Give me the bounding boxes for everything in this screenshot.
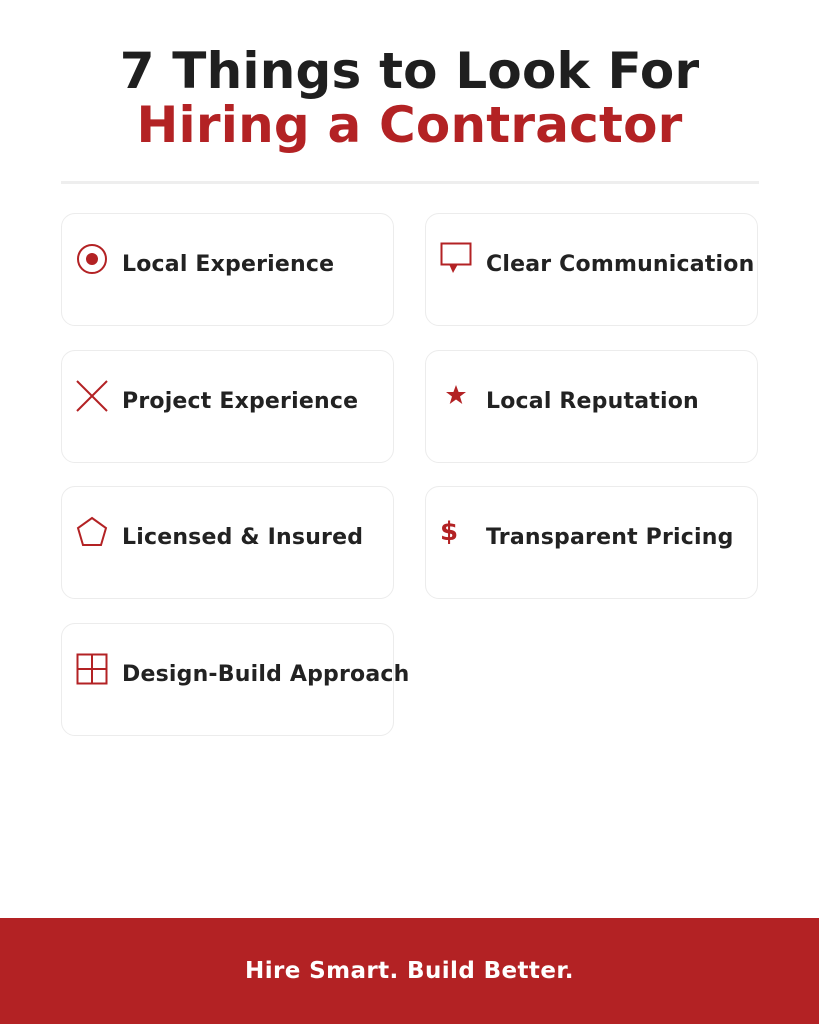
card-label: Project Experience xyxy=(122,389,359,414)
card-label: Licensed & Insured xyxy=(122,525,364,550)
card-clear-communication xyxy=(425,213,758,326)
card-label: Transparent Pricing xyxy=(486,525,734,550)
card-local-experience xyxy=(61,213,394,326)
title-line-2: Hiring a Contractor xyxy=(136,96,683,154)
pentagon-icon xyxy=(76,516,108,548)
divider xyxy=(61,181,759,184)
cross-icon xyxy=(76,380,108,412)
title-line-1: 7 Things to Look For xyxy=(119,42,700,100)
card-label: Design-Build Approach xyxy=(122,662,410,687)
card-label: Clear Communication xyxy=(486,252,755,277)
target-icon xyxy=(76,243,108,275)
star-icon xyxy=(440,379,472,411)
card-transparent-pricing xyxy=(425,486,758,599)
speech-bubble-icon xyxy=(440,243,472,275)
card-design-build-approach xyxy=(61,623,410,736)
card-licensed-insured xyxy=(61,486,394,599)
footer-banner xyxy=(0,918,819,1024)
card-project-experience xyxy=(61,350,394,463)
dollar-icon xyxy=(440,516,472,548)
card-label: Local Experience xyxy=(122,252,335,277)
grid-icon xyxy=(76,653,108,685)
card-local-reputation xyxy=(425,350,758,463)
card-label: Local Reputation xyxy=(486,389,699,414)
footer-tagline: Hire Smart. Build Better. xyxy=(245,958,574,984)
page-title xyxy=(0,44,819,152)
dollar-glyph: $ xyxy=(440,517,459,547)
